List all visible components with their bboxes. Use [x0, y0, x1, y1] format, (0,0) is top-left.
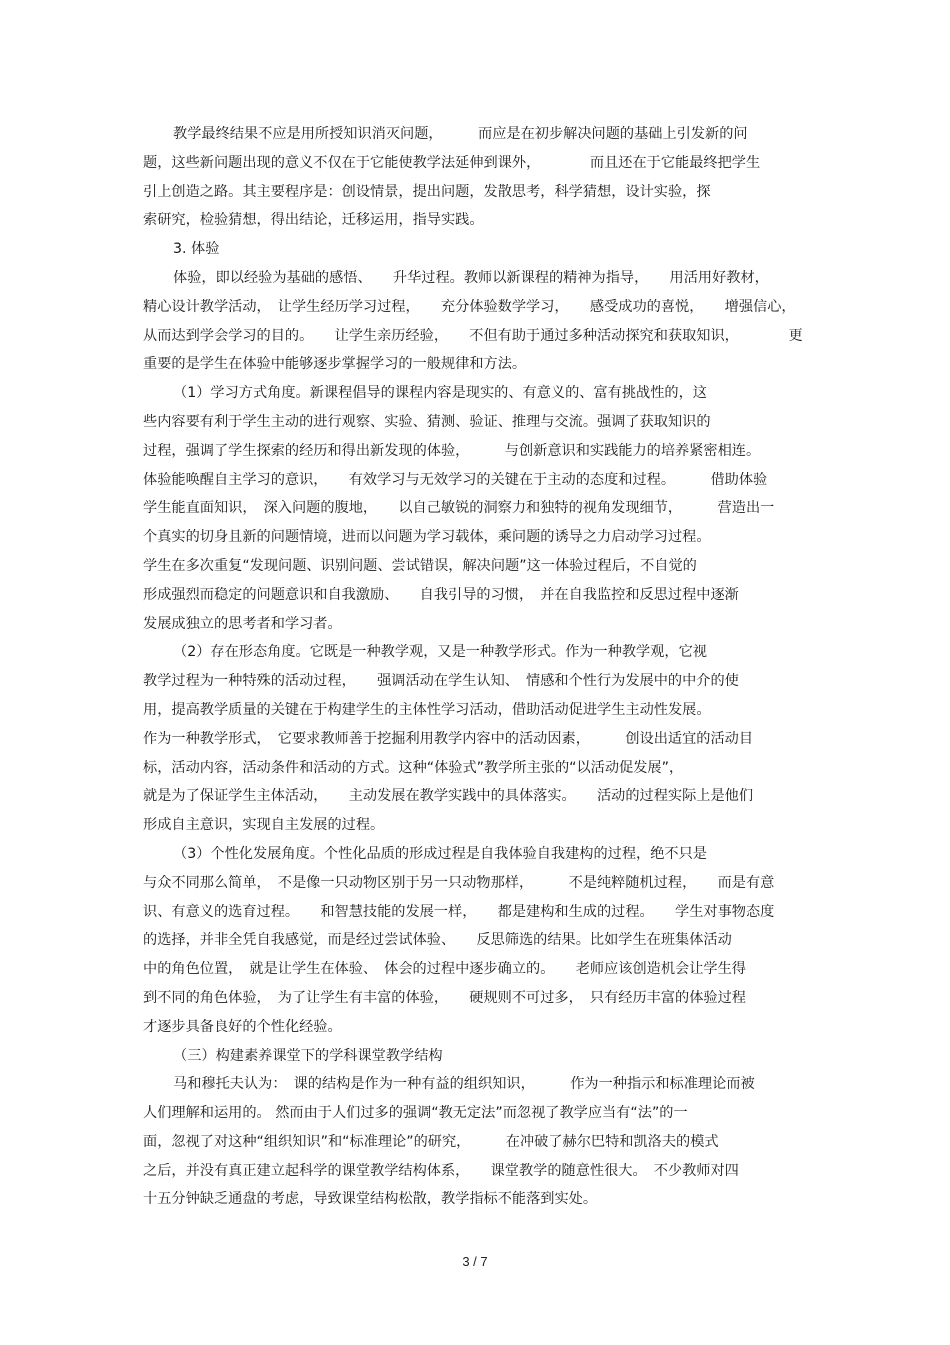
- text-line: 精心设计教学活动， 让学生经历学习过程， 充分体验数学学习， 感受成功的喜悦， 增强信心，: [143, 298, 796, 315]
- text-line: 标，活动内容，活动条件和活动的方式。这种“体验式”教学所主张的“以活动促发展”，: [143, 759, 684, 776]
- text-line: （三）构建素养课堂下的学科课堂教学结构: [173, 1047, 443, 1064]
- text-line: 到不同的角色体验， 为了让学生有丰富的体验， 硬规则不可过多， 只有经历丰富的体验过程: [143, 989, 746, 1006]
- text-line: 些内容要有利于学生主动的进行观察、实验、猜测、验证、推理与交流。强调了获取知识的: [143, 413, 711, 430]
- text-line: 学生能直面知识， 深入问题的腹地， 以自己敏锐的洞察力和独特的视角发现细节， 营造出一: [143, 500, 775, 517]
- text-line: 学生在多次重复“发现问题、识别问题、尝试错误，解决问题”这一体验过程后，不自觉的: [143, 557, 697, 574]
- text-line: 才逐步具备良好的个性化经验。: [143, 1018, 342, 1035]
- page-number: 3 / 7: [462, 1254, 488, 1269]
- text-line: 十五分钟缺乏通盘的考虑，导致课堂结构松散，教学指标不能落到实处。: [143, 1191, 598, 1208]
- text-line: 与众不同那么简单， 不是像一只动物区别于另一只动物那样， 不是纯粹随机过程， 而是有意: [143, 874, 775, 891]
- text-line: 用，提高教学质量的关键在于构建学生的主体性学习活动，借助活动促进学生主动性发展。: [143, 701, 711, 718]
- text-line: 重要的是学生在体验中能够逐步掌握学习的一般规律和方法。: [143, 356, 527, 373]
- text-line: 题，这些新问题出现的意义不仅在于它能使教学法延伸到课外， 而且还在于它能最终把学生: [143, 154, 761, 171]
- text-line: 个真实的切身且新的问题情境，进而以问题为学习载体，乘问题的诱导之力启动学习过程。: [143, 529, 711, 546]
- text-line: 体验，即以经验为基础的感悟、 升华过程。教师以新课程的精神为指导， 用活用好教材，: [173, 269, 769, 286]
- document-body: [143, 120, 808, 1214]
- text-line: 引上创造之路。其主要程序是：创设情景，提出问题，发散思考，科学猜想，设计实验，探: [143, 183, 711, 200]
- text-line: 面，忽视了对这种“组织知识”和“标准理论”的研究， 在冲破了赫尔巴特和凯洛夫的模式: [143, 1133, 719, 1150]
- text-line: 的选择，并非全凭自我感觉，而是经过尝试体验、 反思筛选的结果。比如学生在班集体活动: [143, 932, 732, 949]
- text-line: 发展成独立的思考者和学习者。: [143, 615, 342, 632]
- text-line: （2）存在形态角度。它既是一种教学观，又是一种教学形式。作为一种教学观，它视: [173, 644, 707, 661]
- text-line: 形成自主意识，实现自主发展的过程。: [143, 817, 385, 834]
- text-line: 教学最终结果不应是用所授知识消灭问题， 而应是在初步解决问题的基础上引发新的问: [173, 126, 748, 142]
- text-line: 之后，并没有真正建立起科学的课堂教学结构体系， 课堂教学的随意性很大。 不少教师对四: [143, 1162, 739, 1179]
- text-line: 体验能唤醒自主学习的意识， 有效学习与无效学习的关键在于主动的态度和过程。 借助体验: [143, 471, 768, 488]
- text-line: 过程，强调了学生探索的经历和得出新发现的体验， 与创新意识和实践能力的培养紧密相连。: [143, 442, 761, 459]
- text-line: （1）学习方式角度。新课程倡导的课程内容是现实的、有意义的、富有挑战性的，这: [173, 385, 707, 402]
- text-line: 中的角色位置， 就是让学生在体验、 体会的过程中逐步确立的。 老师应该创造机会让学生得: [143, 961, 746, 978]
- text-line: 人们理解和运用的。 然而由于人们过多的强调“教无定法”而忽视了教学应当有“法”的一: [143, 1105, 688, 1122]
- text-line: （3）个性化发展角度。个性化品质的形成过程是自我体验自我建构的过程，绝不只是: [173, 845, 707, 862]
- text-line: 3. 体验: [173, 241, 220, 258]
- text-line: 马和穆托夫认为： 课的结构是作为一种有益的组织知识， 作为一种指示和标准理论而被: [173, 1076, 755, 1093]
- text-line: 索研究，检验猜想，得出结论，迁移运用，指导实践。: [143, 212, 484, 229]
- text-line: 作为一种教学形式， 它要求教师善于挖掘利用教学内容中的活动因素， 创设出适宜的活动目: [143, 730, 754, 747]
- text-line: 教学过程为一种特殊的活动过程， 强调活动在学生认知、 情感和个性行为发展中的中介的使: [143, 673, 739, 690]
- text-line: 识、有意义的选育过程。 和智慧技能的发展一样， 都是建构和生成的过程。 学生对事物态度: [143, 903, 775, 920]
- text-line: 就是为了保证学生主体活动， 主动发展在教学实践中的具体落实。 活动的过程实际上是他们: [143, 788, 754, 805]
- text-line: 形成强烈而稳定的问题意识和自我激励、 自我引导的习惯， 并在自我监控和反思过程中逐渐: [143, 586, 739, 603]
- text-line: 从而达到学会学习的目的。 让学生亲历经验， 不但有助于通过多种活动探究和获取知识， 更: [143, 327, 803, 344]
